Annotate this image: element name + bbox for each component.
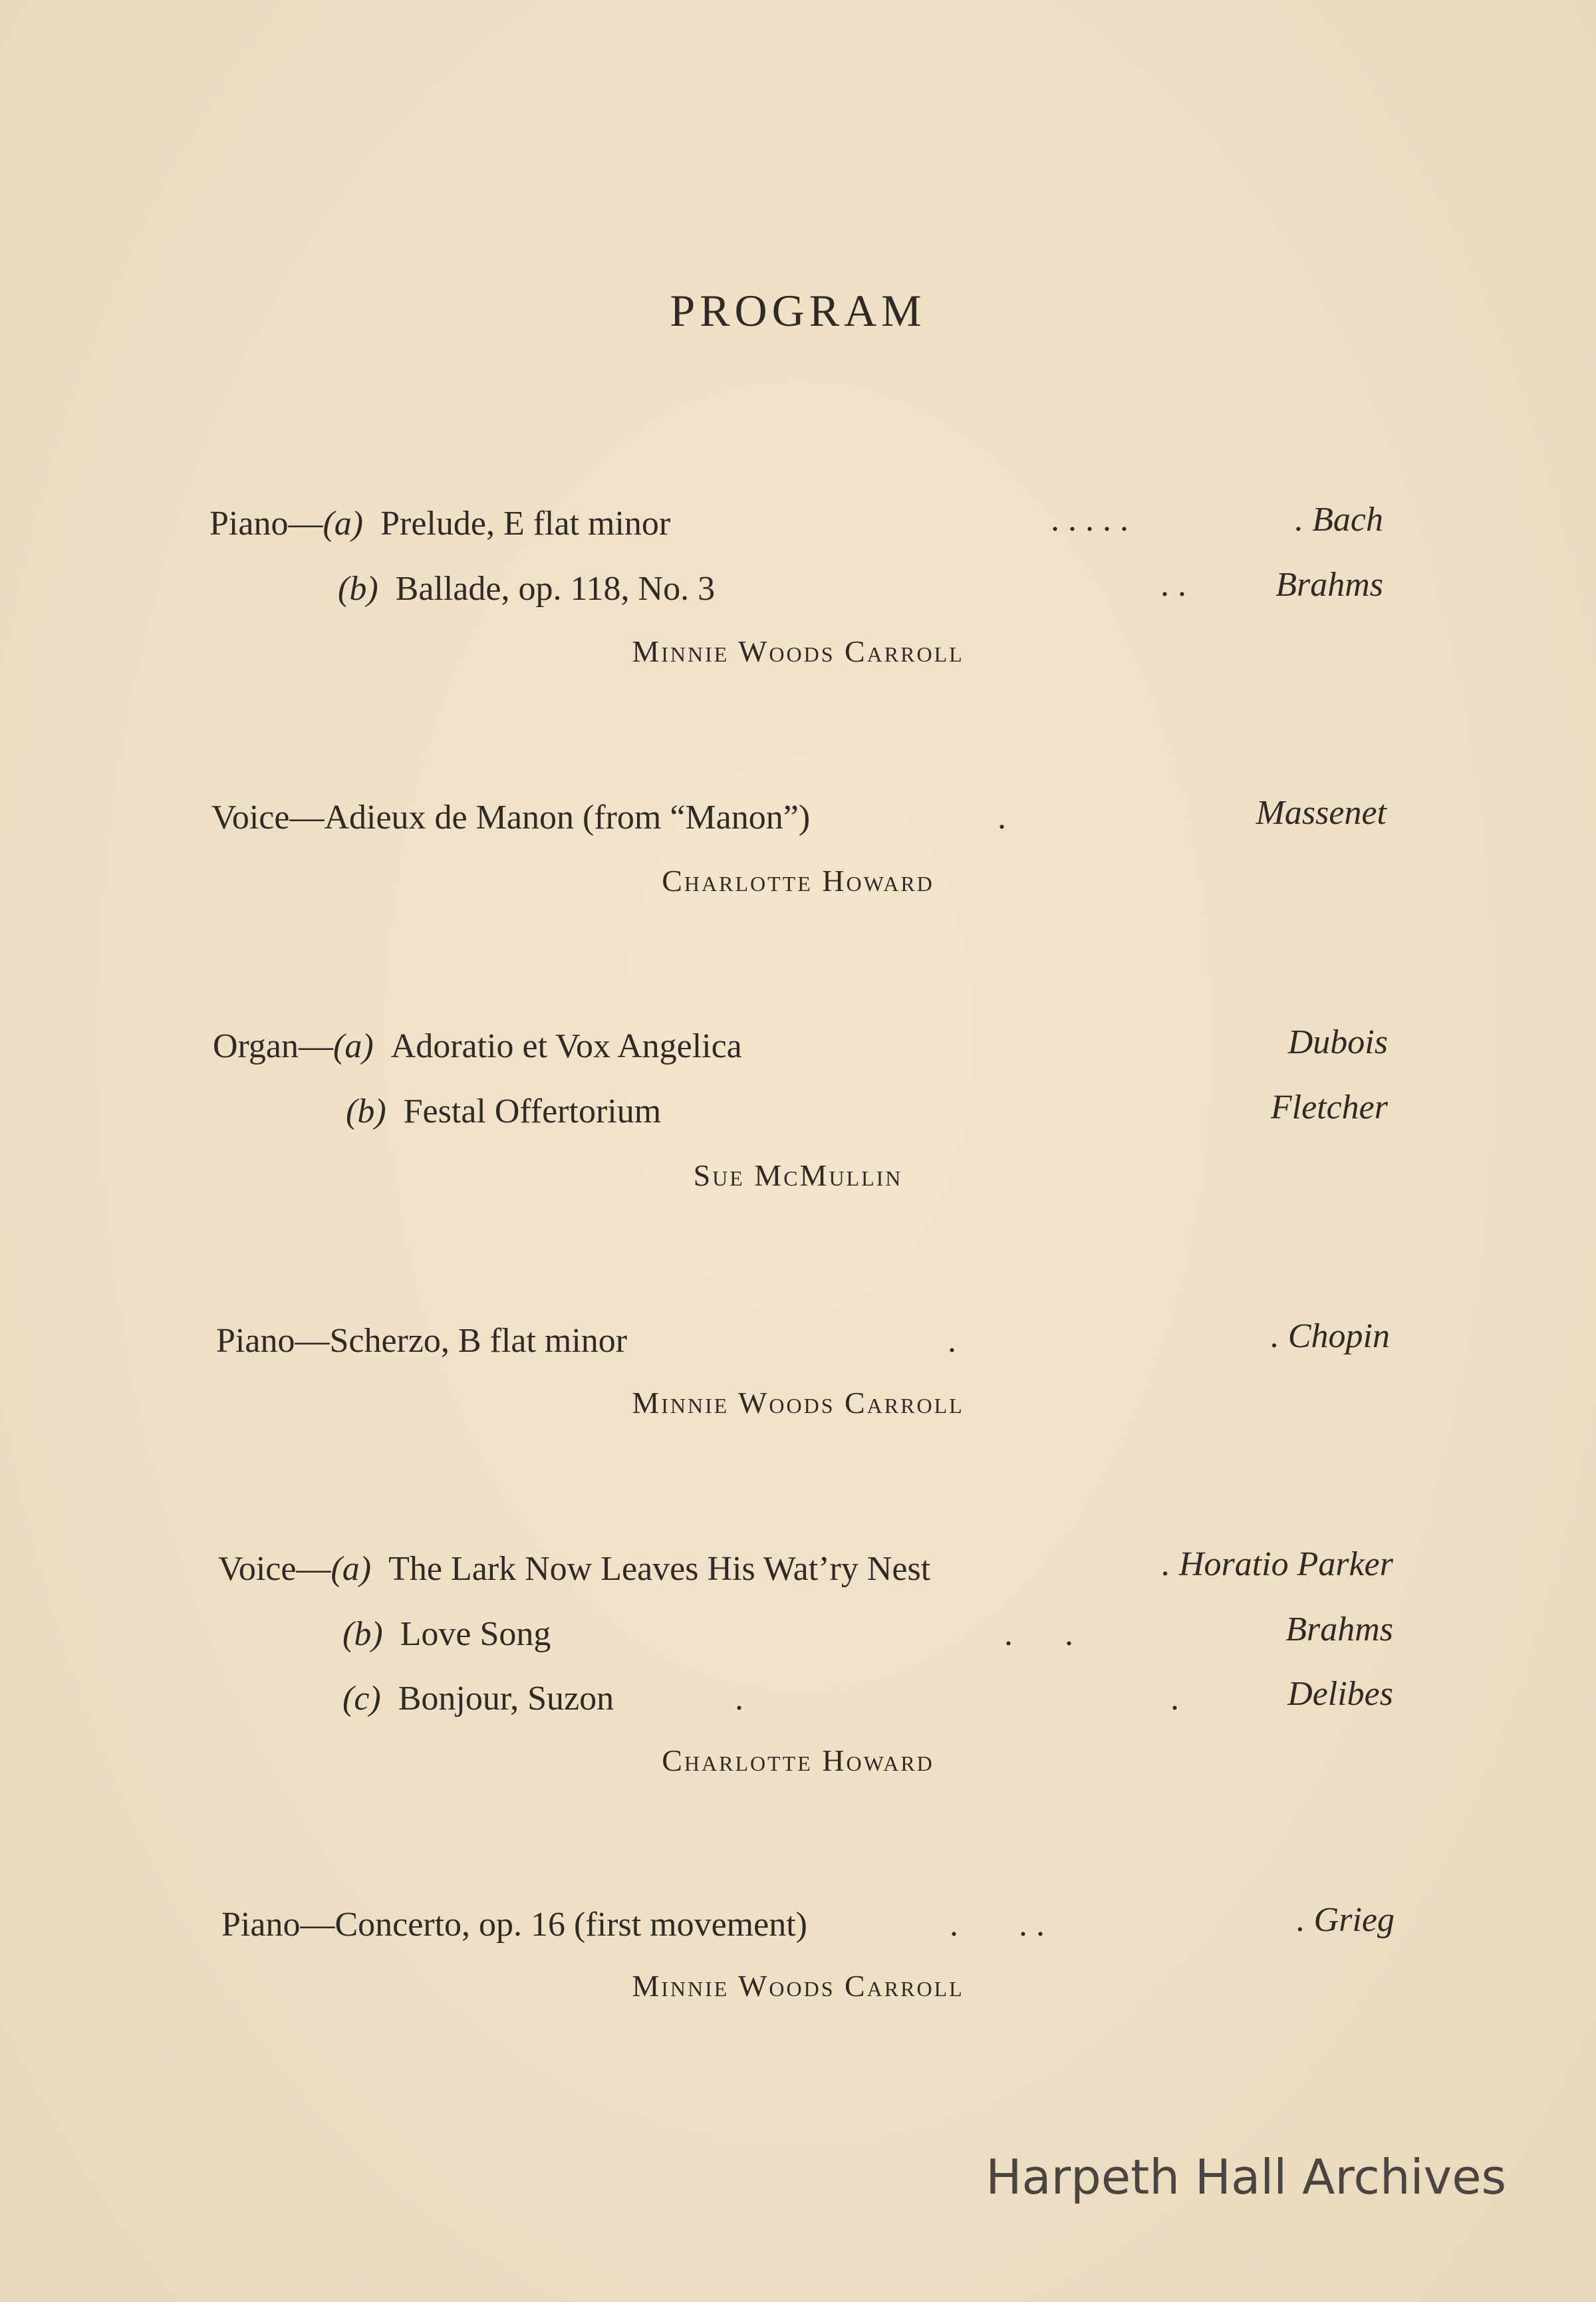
performer-name: Charlotte Howard (662, 1743, 934, 1777)
program-entry (216, 1315, 627, 1368)
composer-name: Fletcher (1270, 1088, 1388, 1126)
instrument-label: Voice— (211, 799, 325, 836)
instrument-label: Organ— (213, 1027, 334, 1065)
dot-leader: . (948, 1322, 956, 1360)
dot-leader: . . (1160, 566, 1186, 604)
dot-leader: . (1170, 1680, 1179, 1718)
dot-leader: . (735, 1680, 743, 1718)
work-title: Bonjour, Suzon (398, 1680, 614, 1718)
item-letter: (a) (331, 1550, 372, 1588)
work-title: Festal Offertorium (403, 1092, 662, 1130)
work-title: The Lark Now Leaves His Wat’ry Nest (388, 1550, 931, 1588)
page-title: PROGRAM (670, 285, 926, 336)
instrument-label: Piano— (216, 1322, 330, 1360)
work-title: Adieux de Manon (from “Manon”) (324, 799, 811, 836)
work-title: Love Song (400, 1615, 551, 1653)
performer-name: Sue McMullin (693, 1158, 903, 1192)
item-letter: (b) (342, 1615, 383, 1653)
item-letter: (a) (323, 505, 364, 543)
work-title: Concerto, op. 16 (first movement) (334, 1906, 807, 1944)
program-entry (338, 563, 715, 616)
instrument-label: Voice— (218, 1550, 331, 1588)
program-entry (211, 791, 810, 844)
item-letter: (a) (333, 1027, 374, 1065)
program-entry (213, 1020, 742, 1073)
dot-leader: . . . (950, 1906, 1045, 1944)
instrument-label: Piano— (221, 1906, 335, 1944)
item-letter: (b) (346, 1092, 386, 1130)
performer-name: Minnie Woods Carroll (632, 1386, 964, 1420)
dot-leader: . . . . . (1051, 501, 1129, 539)
item-letter: (c) (342, 1680, 381, 1718)
program-entry (218, 1543, 930, 1596)
composer-name: Massenet (1256, 794, 1387, 832)
composer-name: . Bach (1295, 501, 1383, 539)
dot-leader: . . (1004, 1615, 1073, 1653)
composer-name: . Chopin (1270, 1317, 1390, 1355)
performer-name: Charlotte Howard (662, 864, 934, 898)
performer-name: Minnie Woods Carroll (632, 634, 964, 668)
item-letter: (b) (338, 570, 378, 608)
composer-name: Brahms (1285, 1610, 1393, 1648)
instrument-label: Piano— (209, 505, 323, 543)
composer-name: . Grieg (1296, 1901, 1395, 1939)
program-entry (209, 497, 670, 551)
program-entry (342, 1672, 614, 1726)
work-title: Scherzo, B flat minor (329, 1322, 628, 1360)
composer-name: . Horatio Parker (1161, 1545, 1393, 1583)
composer-name: Dubois (1287, 1023, 1388, 1061)
work-title: Ballade, op. 118, No. 3 (395, 570, 716, 608)
performer-name: Minnie Woods Carroll (632, 1969, 964, 2003)
work-title: Prelude, E flat minor (380, 505, 671, 543)
composer-name: Brahms (1275, 566, 1383, 604)
program-entry (342, 1608, 551, 1661)
work-title: Adoratio et Vox Angelica (390, 1027, 742, 1065)
program-entry (221, 1898, 807, 1952)
program-entry (346, 1085, 661, 1138)
composer-name: Delibes (1287, 1675, 1393, 1713)
dot-leader: . (998, 799, 1006, 836)
archive-watermark: Harpeth Hall Archives (986, 2149, 1506, 2205)
